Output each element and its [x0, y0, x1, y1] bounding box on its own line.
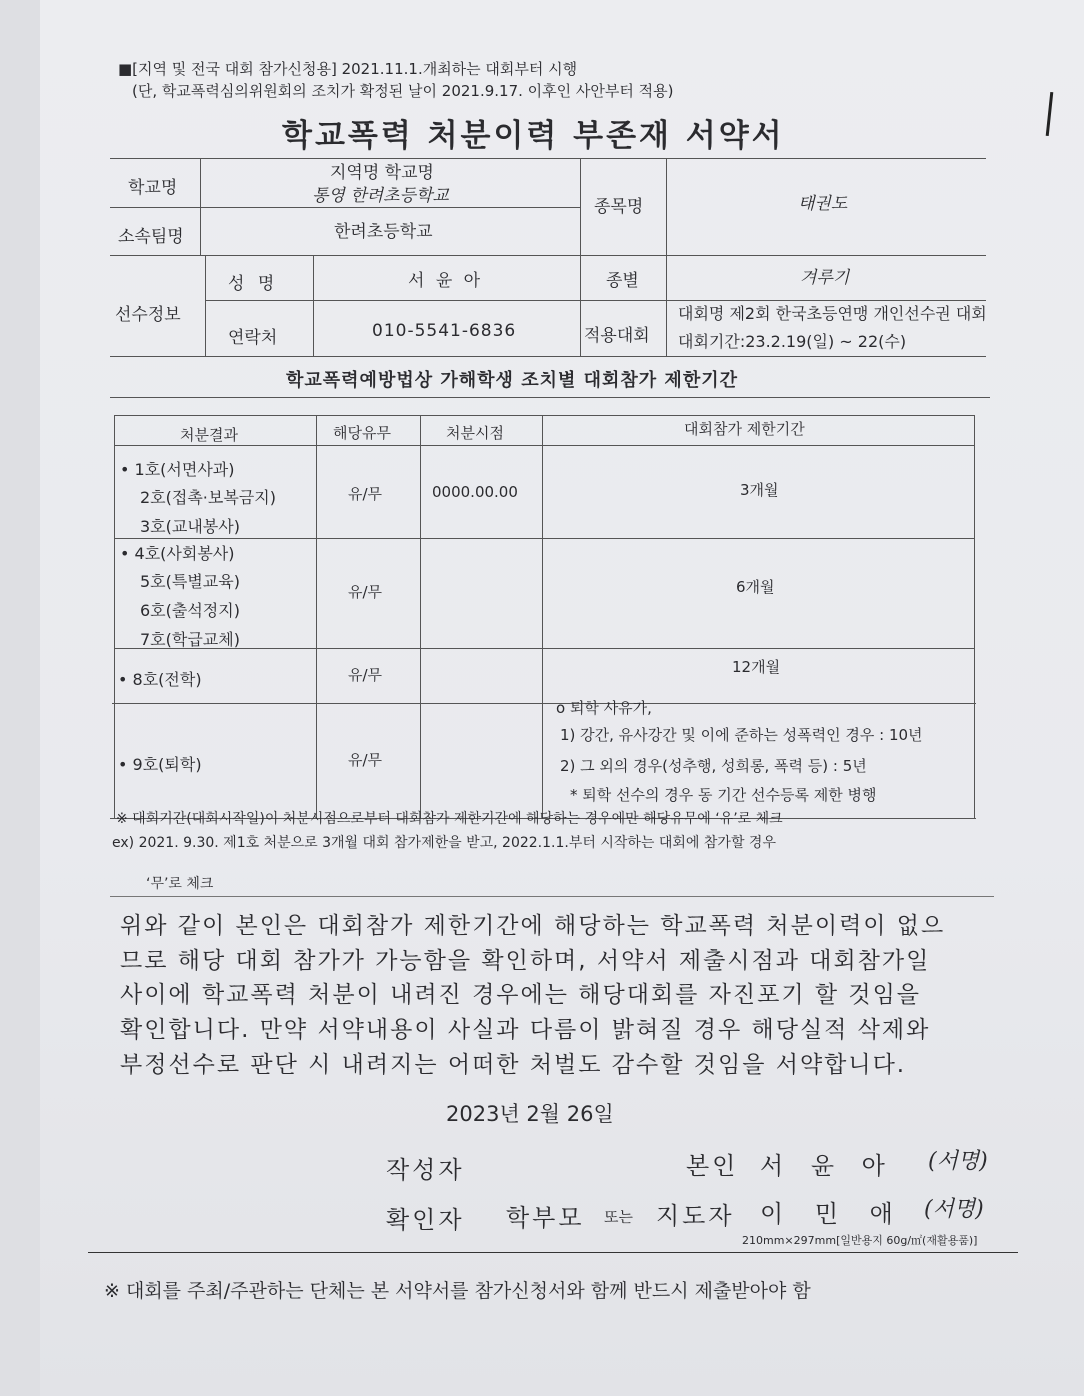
- disposition-item: 3호(교내봉사): [140, 517, 240, 536]
- header-result: 처분결과: [180, 426, 238, 444]
- info-col: [666, 158, 667, 356]
- info-col: [200, 158, 201, 256]
- info-table-top: [110, 158, 986, 159]
- note-line-3: ‘무’로 체크: [146, 876, 214, 892]
- competition-name: 대회명 제2회 한국초등연맹 개인선수권 대회: [678, 304, 987, 323]
- writer-label: 작성자: [386, 1156, 465, 1184]
- notes-rule: [110, 896, 994, 897]
- disposition-item: • 9호(퇴학): [118, 755, 202, 774]
- confirmer-role-parent: 학부모: [506, 1204, 585, 1232]
- name-label: 성 명: [228, 274, 279, 294]
- note-line-2: ex) 2021. 9.30. 제1호 처분으로 3개월 대회 참가제한을 받고, 2022.1.1.부터 시작하는 대회에 참가할 경우: [112, 835, 776, 851]
- period-line: 2) 그 외의 경우(성추행, 성희롱, 폭력 등) : 5년: [560, 757, 867, 775]
- restriction-col: [114, 415, 115, 818]
- header-period: 대회참가 제한기간: [684, 420, 805, 438]
- yn-cell: 유/무: [348, 583, 383, 601]
- restriction-col: [542, 415, 543, 818]
- header-yn: 해당유무: [333, 424, 391, 442]
- date-cell: 0000.00.00: [432, 483, 518, 501]
- disposition-item: • 1호(서면사과): [120, 460, 235, 479]
- document-title: 학교폭력 처분이력 부존재 서약서: [282, 118, 785, 154]
- disposition-item: 6호(출석정지): [140, 601, 240, 620]
- confirmer-name: 이 민 애: [760, 1200, 905, 1228]
- restriction-row-rule: [114, 648, 974, 649]
- restriction-row-rule: [114, 538, 974, 539]
- restriction-section-title: 학교폭력예방법상 가해학생 조치별 대회참가 제한기간: [286, 370, 738, 391]
- info-divider: [110, 255, 986, 256]
- disposition-item: 7호(학급교체): [140, 630, 240, 649]
- yn-cell: 유/무: [348, 751, 383, 769]
- name-value: 서 윤 아: [408, 271, 484, 291]
- team-label: 소속팀명: [118, 227, 184, 247]
- sport-value: 태권도: [798, 194, 848, 214]
- player-info-label: 선수정보: [115, 305, 181, 325]
- info-col: [580, 158, 581, 356]
- pledge-date: 2023년 2월 26일: [446, 1102, 614, 1126]
- competition-period: 대회기간:23.2.19(일) ~ 22(수): [678, 332, 907, 351]
- writer-signature: (서명): [928, 1149, 988, 1174]
- restriction-col: [316, 415, 317, 818]
- sport-label: 종목명: [594, 197, 644, 217]
- info-col: [205, 255, 206, 356]
- period-cell: 3개월: [740, 481, 779, 499]
- restriction-col: [420, 415, 421, 818]
- confirmer-label: 확인자: [386, 1206, 465, 1234]
- writer-role: 본인: [686, 1152, 739, 1180]
- note-line-1: ※ 대회기간(대회시작일)이 처분시점으로부터 대회참가 제한기간에 해당하는 경우에만 해당유무에 ‘유’로 체크: [116, 811, 783, 827]
- school-label: 학교명: [128, 178, 178, 198]
- confirmer-signature: (서명): [924, 1197, 984, 1222]
- disposition-item: • 4호(사회봉사): [120, 544, 235, 563]
- period-line: 1) 강간, 유사강간 및 이에 준하는 성폭력인 경우 : 10년: [560, 726, 923, 744]
- confirmer-role-coach: 지도자: [656, 1202, 735, 1230]
- writer-name: 서 윤 아: [760, 1152, 895, 1180]
- footer-notice: ※ 대회를 주최/주관하는 단체는 본 서약서를 참가신청서와 함께 반드시 제출받아야 함: [104, 1280, 811, 1302]
- event-value: 겨루기: [800, 268, 850, 288]
- pledge-line: 확인합니다. 만약 서약내용이 사실과 다름이 밝혀질 경우 해당실적 삭제와: [120, 1017, 931, 1043]
- pledge-line: 부정선수로 판단 시 내려지는 어떠한 처벌도 감수할 것임을 서약합니다.: [120, 1052, 907, 1078]
- restriction-table-top: [114, 415, 974, 416]
- disposition-item: • 8호(전학): [118, 670, 202, 689]
- team-value: 한려초등학교: [334, 222, 433, 242]
- notice-line-2: (단, 학교폭력심의위원회의 조치가 확정된 날이 2021.9.17. 이후인 사안부터 적용): [132, 82, 674, 100]
- restriction-row-rule: [112, 703, 976, 704]
- yn-cell: 유/무: [348, 485, 383, 503]
- period-line: * 퇴학 선수의 경우 동 기간 선수등록 제한 병행: [570, 786, 877, 804]
- period-line: o 퇴학 사유가,: [556, 699, 652, 717]
- info-col: [313, 255, 314, 356]
- confirmer-or: 또는: [604, 1208, 633, 1226]
- competition-label: 적용대회: [584, 326, 650, 346]
- info-divider: [110, 207, 580, 208]
- school-sublabel: 지역명 학교명: [330, 163, 434, 183]
- pledge-line: 위와 같이 본인은 대회참가 제한기간에 해당하는 학교폭력 처분이력이 없으: [120, 913, 946, 939]
- header-date: 처분시점: [446, 424, 504, 442]
- contact-label: 연락처: [228, 328, 278, 348]
- notice-line-1: ■[지역 및 전국 대회 참가신청용] 2021.11.1.개최하는 대회부터 시행: [118, 60, 578, 78]
- contact-value: 010-5541-6836: [372, 321, 517, 341]
- section-rule: [110, 397, 990, 398]
- pledge-line: 사이에 학교폭력 처분이 내려진 경우에는 해당대회를 자진포기 할 것임을: [120, 982, 922, 1008]
- pledge-line: 므로 해당 대회 참가가 가능함을 확인하며, 서약서 제출시점과 대회참가일: [120, 948, 931, 974]
- footer-rule: [88, 1252, 1018, 1253]
- period-cell: 6개월: [736, 578, 775, 596]
- restriction-col: [974, 415, 975, 818]
- school-value: 통영 한려초등학교: [312, 186, 449, 206]
- disposition-item: 2호(접촉·보복금지): [140, 488, 276, 507]
- event-label: 종별: [606, 271, 639, 291]
- restriction-header-rule: [114, 445, 974, 446]
- paper-spec: 210mm×297mm[일반용지 60g/㎡(재활용품)]: [742, 1234, 978, 1247]
- disposition-item: 5호(특별교육): [140, 572, 240, 591]
- yn-cell: 유/무: [348, 666, 383, 684]
- period-cell: 12개월: [732, 658, 781, 676]
- info-table-bottom: [110, 356, 986, 357]
